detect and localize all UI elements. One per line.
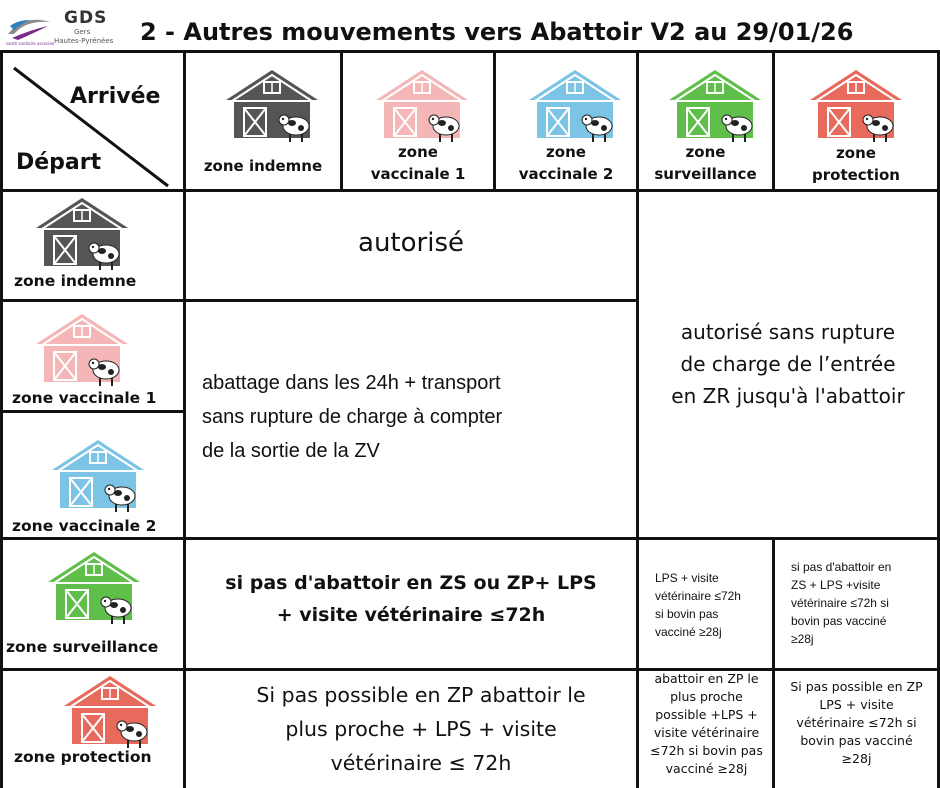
cell-line: LPS + visite: [655, 571, 719, 585]
logo-swoosh-icon: [4, 12, 54, 42]
col-header-indemne: zone indemne: [203, 157, 323, 175]
cell-protection-to-surveillance: [640, 670, 773, 778]
barn-indemne-icon: [222, 68, 322, 148]
cell-line: si pas d'abattoir en ZS ou ZP+ LPS: [225, 572, 597, 594]
cell-line: vacciné ≥28j: [655, 625, 722, 639]
row-divider: [0, 668, 940, 671]
barn-protection-icon: [60, 674, 160, 754]
col-header-line: vaccinale 1: [370, 165, 466, 183]
cell-line: de charge de l’entrée: [680, 352, 896, 376]
cell-line: en ZR jusqu'à l'abattoir: [671, 384, 905, 408]
logo-tagline: santé sanitaire associée: [6, 41, 55, 46]
row-header-indemne: zone indemne: [14, 272, 137, 290]
col-header-line: zone: [836, 144, 876, 162]
col-header-line: surveillance: [654, 165, 757, 183]
barn-surveillance-icon: [44, 550, 144, 630]
logo-line2: Hautes-Pyrénées: [54, 37, 114, 45]
cell-line: abattoir en ZP le: [654, 671, 759, 686]
col-header-line: vaccinale 2: [518, 165, 614, 183]
cell-line: Si pas possible en ZP: [790, 679, 923, 694]
page-title: 2 - Autres mouvements vers Abattoir V2 au 29/01/26: [140, 18, 854, 46]
cell-line: si pas d'abattoir en: [791, 560, 892, 574]
logo-brand: GDS: [64, 8, 108, 28]
gds-logo: [4, 8, 122, 46]
col-header-surveillance: [639, 141, 772, 185]
row-header-vaccinale1: zone vaccinale 1: [12, 389, 157, 407]
cell-line: visite vétérinaire: [653, 725, 760, 740]
row-header-vaccinale2: zone vaccinale 2: [12, 517, 157, 535]
cell-line: possible +LPS +: [655, 707, 758, 722]
barn-protection-icon: [806, 68, 906, 148]
barn-vaccinale2-icon: [525, 68, 625, 148]
cell-line: LPS + visite: [819, 697, 894, 712]
cell-surveillance-rule: [186, 567, 636, 631]
cell-surveillance-to-surveillance: [655, 569, 770, 641]
cell-line: de la sortie de la ZV: [202, 440, 380, 462]
cell-line: vétérinaire ≤72h si: [796, 715, 917, 730]
cell-line: sans rupture de charge à compter: [202, 406, 503, 428]
cell-line: bovin pas vacciné: [800, 733, 913, 748]
row-divider: [0, 537, 940, 540]
barn-vaccinale1-icon: [372, 68, 472, 148]
cell-line: abattage dans les 24h + transport: [202, 372, 501, 394]
cell-line: plus proche: [670, 689, 743, 704]
barn-surveillance-icon: [665, 68, 765, 148]
cell-line: vétérinaire ≤72h: [655, 589, 741, 603]
col-header-line: zone: [546, 143, 586, 161]
cell-surveillance-to-protection: [791, 558, 931, 648]
barn-indemne-icon: [32, 196, 132, 276]
cell-protection-rule: [186, 678, 656, 780]
corner-departure-label: Départ: [16, 150, 102, 175]
cell-line: vacciné ≥28j: [665, 761, 748, 776]
cell-line: ≥28j: [841, 751, 872, 766]
col-header-line: protection: [812, 166, 900, 184]
col-header-protection: [775, 142, 937, 186]
cell-line: ZS + LPS +visite: [791, 578, 881, 592]
row-header-protection: zone protection: [14, 748, 152, 766]
cell-line: ≥28j: [791, 632, 814, 646]
cell-line: plus proche + LPS + visite: [285, 717, 557, 741]
cell-line: si bovin pas: [655, 607, 719, 621]
cell-protection-to-protection: [776, 678, 937, 768]
cell-vaccinale-rule: [202, 366, 632, 468]
row-divider: [0, 299, 185, 302]
corner-arrival-label: Arrivée: [70, 84, 161, 109]
cell-line: Si pas possible en ZP abattoir le: [256, 683, 586, 707]
col-header-vaccinale2: [496, 141, 636, 185]
movement-table: [0, 50, 940, 788]
cell-line: ≤72h si bovin pas: [650, 743, 763, 758]
cell-line: autorisé sans rupture: [680, 320, 896, 344]
cell-line: + visite vétérinaire ≤72h: [276, 604, 546, 626]
cell-line: vétérinaire ≤ 72h: [330, 751, 512, 775]
logo-line1: Gers: [74, 28, 91, 36]
cell-indemne-autorise: autorisé: [358, 228, 464, 258]
cell-line: vétérinaire ≤72h si: [791, 596, 889, 610]
col-header-vaccinale1: [343, 141, 493, 185]
row-divider: [185, 299, 638, 302]
barn-vaccinale1-icon: [32, 312, 132, 392]
cell-to-surveillance-protection: [639, 316, 937, 412]
row-divider: [0, 410, 185, 413]
cell-line: bovin pas vacciné: [791, 614, 887, 628]
col-header-line: zone: [685, 143, 726, 161]
col-header-line: zone: [398, 143, 438, 161]
barn-vaccinale2-icon: [48, 438, 148, 518]
row-header-surveillance: zone surveillance: [6, 638, 159, 656]
